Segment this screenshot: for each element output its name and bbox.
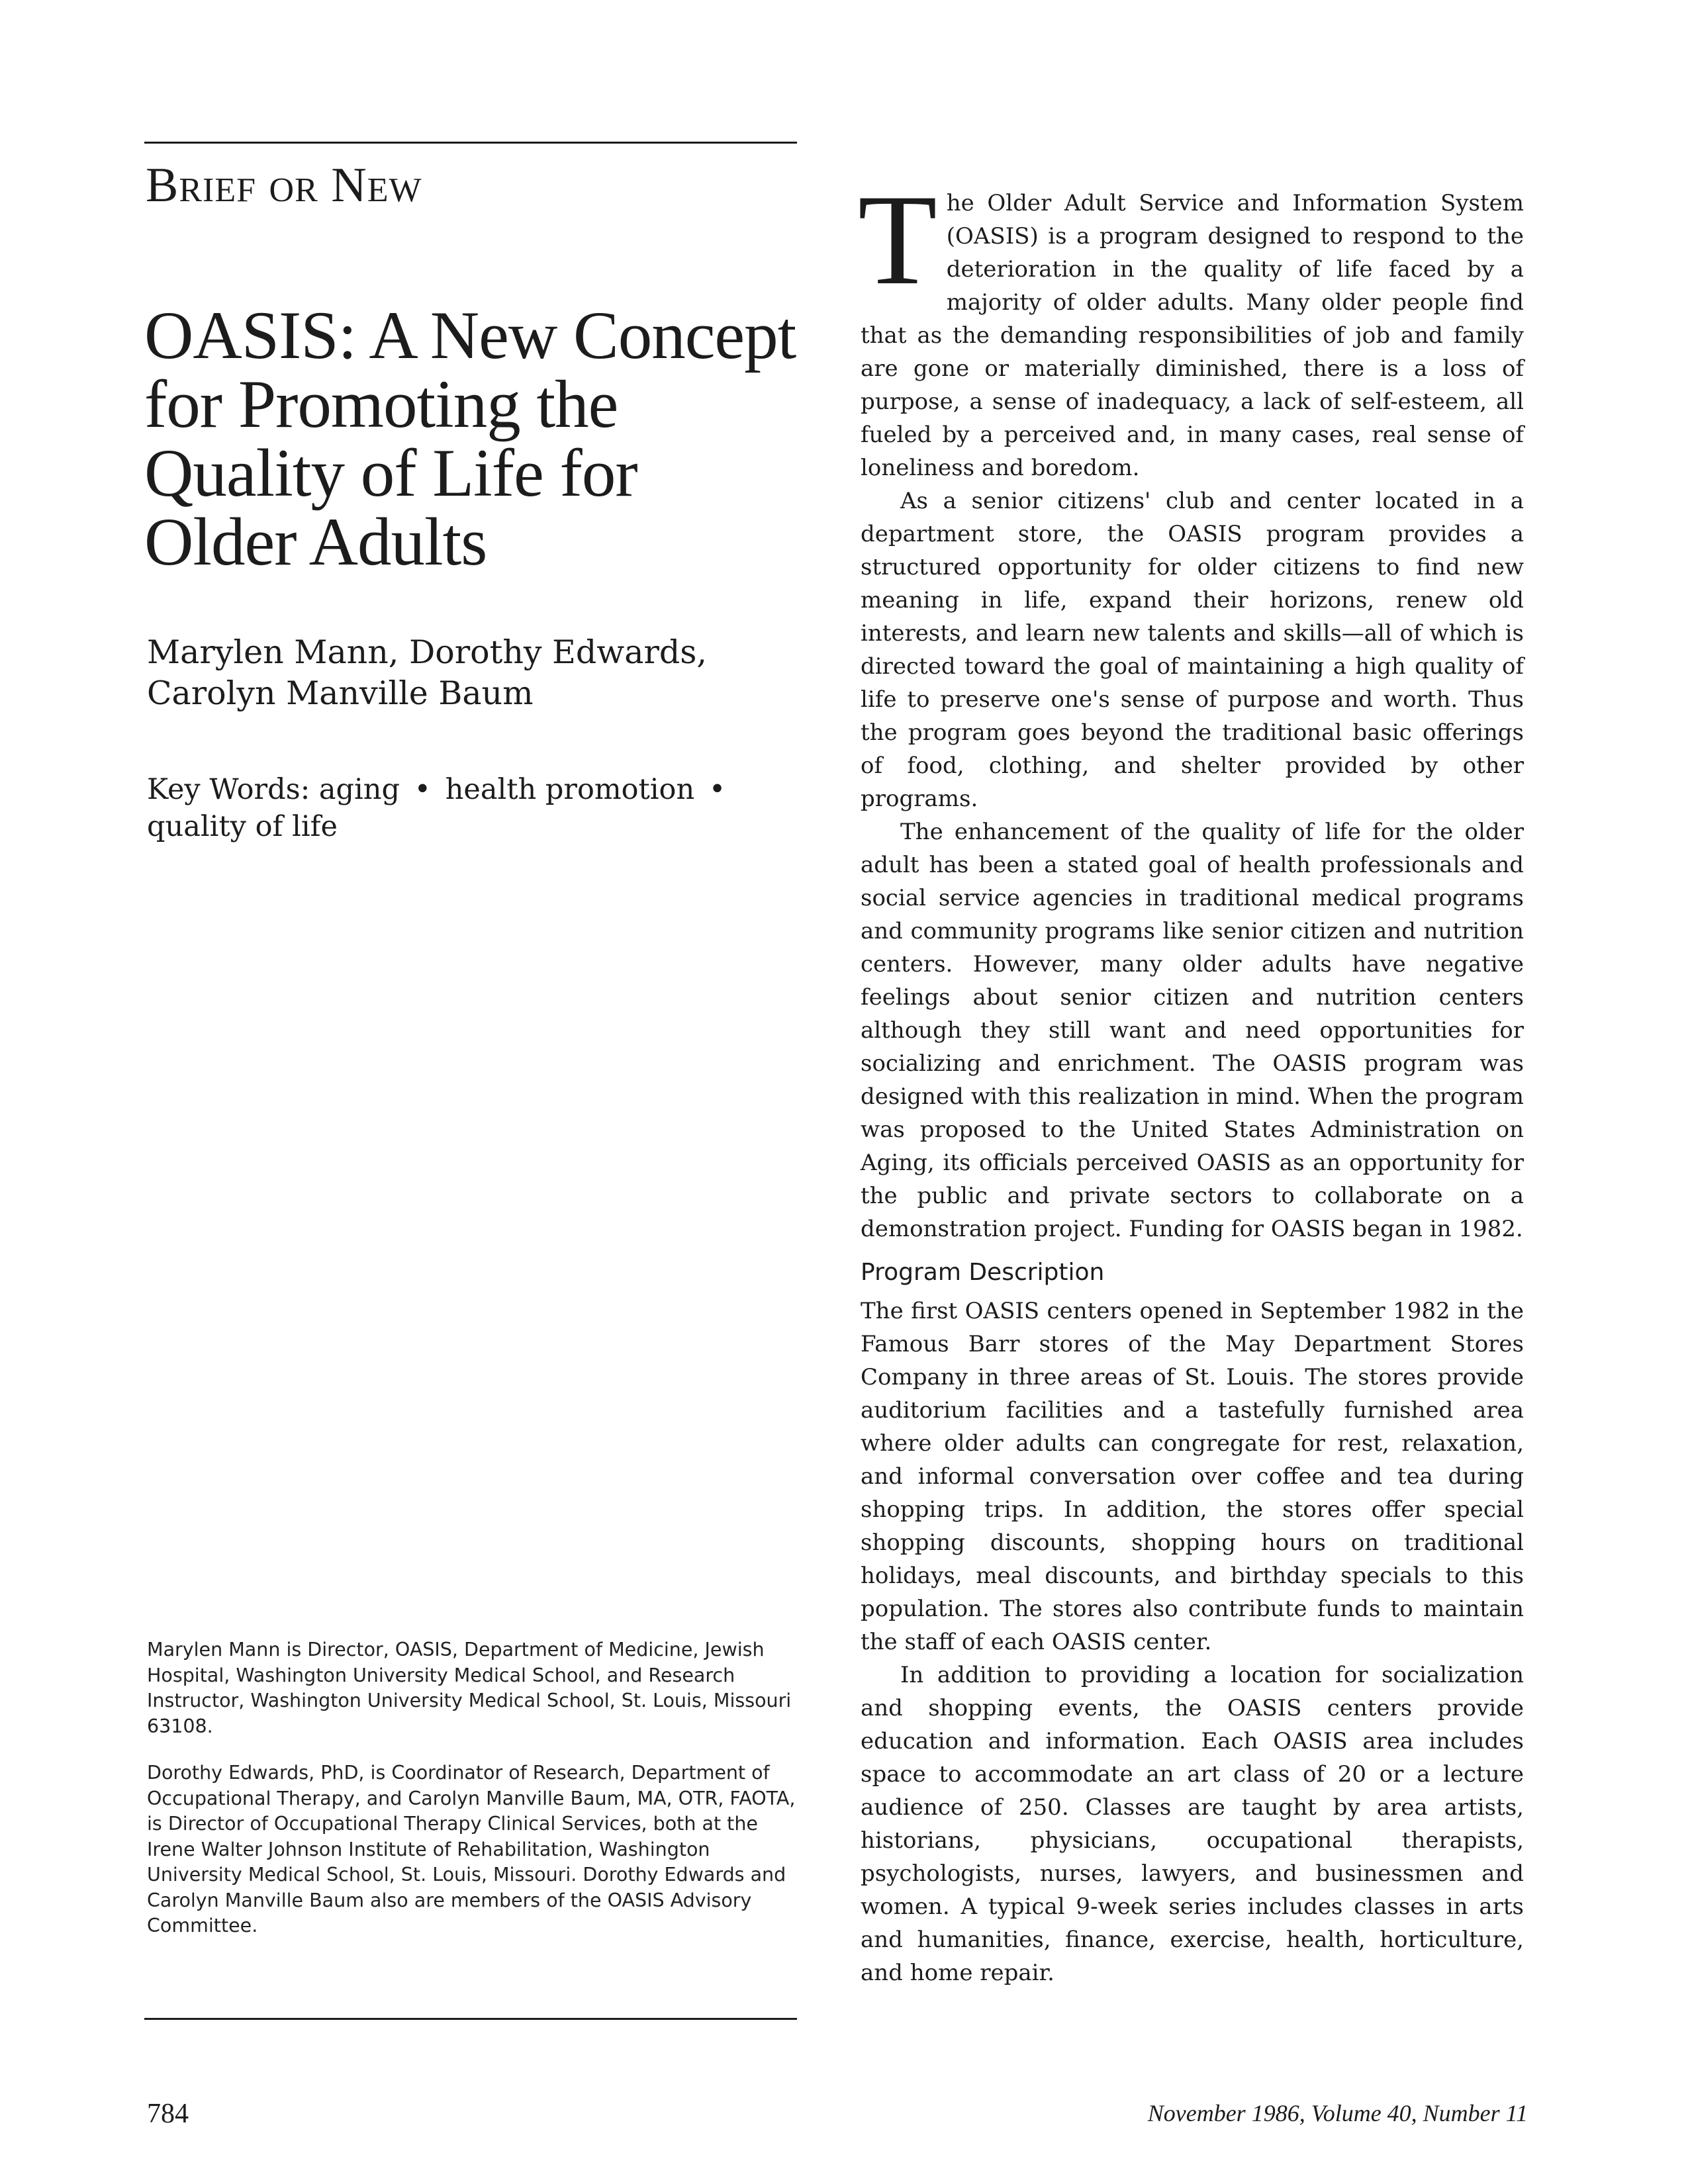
paragraph-text: he Older Adult Service and Information System (OASIS) is a program designed to respond to the deterioration in the quality of life faced by a majority of older adults. Many older people find that as the demanding responsibilities of job and family are gone or materially diminished, there is a loss of purpose, a sense of inadequacy, a lack of self-esteem, all fueled by a perceived and, in many cases, real sense of loneliness and boredom.: [861, 190, 1524, 481]
author-affiliation: Marylen Mann is Director, OASIS, Department of Medicine, Jewish Hospital, Washington University Medical School, and Research Instructor, Washington University Medical School, St. Louis, Missouri 63108.: [147, 1639, 792, 1737]
body-paragraph: In addition to providing a location for socialization and shopping events, the OASIS centers provide education and information. Each OASIS area includes space to accommodate an art class of 20 or a lecture audience of 250. Classes are taught by area artists, historians, physicians, occupational therapists, psychologists, nurses, lawyers, and businessmen and women. A typical 9-week series includes classes in arts and humanities, finance, exercise, health, horticulture, and home repair.: [861, 1662, 1524, 1986]
body-paragraph: [858, 168, 1524, 484]
keyword-item: aging: [318, 773, 400, 806]
body-paragraph: The first OASIS centers opened in September 1982 in the Famous Barr stores of the May Department Stores Company in three areas of St. Louis. The stores provide auditorium facilities and a tastefully furnished area where older adults can congregate for rest, relaxation, and informal conversation over coffee and tea during shopping trips. In addition, the stores offer special shopping discounts, shopping hours on traditional holidays, meal discounts, and birthday specials to this population. The stores also contribute funds to maintain the staff of each OASIS center.: [861, 1298, 1524, 1655]
body-paragraph: As a senior citizens' club and center located in a department store, the OASIS program provides a structured opportunity for older citizens to find new meaning in life, expand their horizons, renew old interests, and learn new talents and skills—all of which is directed toward the goal of maintaining a high quality of life to preserve one's sense of purpose and worth. Thus the program goes beyond the traditional basic offerings of food, clothing, and shelter provided by other programs.: [861, 488, 1524, 812]
keyword-item: health promotion: [445, 773, 695, 806]
page-number: 784: [147, 2099, 189, 2129]
article-title: OASIS: A New Concept for Promoting the Quality of Life for Older Adults: [144, 298, 796, 580]
author-list: Marylen Mann, Dorothy Edwards, Carolyn Manville Baum: [147, 633, 707, 712]
drop-cap: T: [858, 168, 937, 312]
section-heading: Program Description: [861, 1259, 1105, 1286]
journal-issue-info: November 1986, Volume 40, Number 11: [1147, 2100, 1528, 2126]
keyword-separator: •: [414, 773, 432, 806]
keywords-label: Key Words:: [147, 773, 310, 806]
author-affiliation: Dorothy Edwards, PhD, is Coordinator of Research, Department of Occupational Therapy, and Carolyn Manville Baum, MA, OTR, FAOTA, is Director of Occupational Therapy Clinical Services, both at the Irene Walter Johnson Institute of Rehabilitation, Washington University Medical School, St. Louis, Missouri. Dorothy Edwards and Carolyn Manville Baum also are members of the OASIS Advisory Committee.: [147, 1762, 796, 1936]
bottom-rule: [144, 2018, 797, 2020]
keywords: [147, 771, 782, 845]
body-text-column: [858, 168, 1524, 1989]
body-paragraph: The enhancement of the quality of life for the older adult has been a stated goal of health professionals and social service agencies in traditional medical programs and community programs like senior citizen and nutrition centers. However, many older adults have negative feelings about senior citizen and nutrition centers although they still want and need opportunities for socializing and enrichment. The OASIS program was designed with this realization in mind. When the program was proposed to the United States Administration on Aging, its officials perceived OASIS as an opportunity for the public and private sectors to collaborate on a demonstration project. Funding for OASIS began in 1982.: [861, 819, 1524, 1242]
keyword-item: quality of life: [147, 810, 338, 843]
top-rule: [144, 142, 797, 144]
keyword-separator: •: [708, 773, 726, 806]
section-label: Brief or New: [146, 158, 422, 212]
